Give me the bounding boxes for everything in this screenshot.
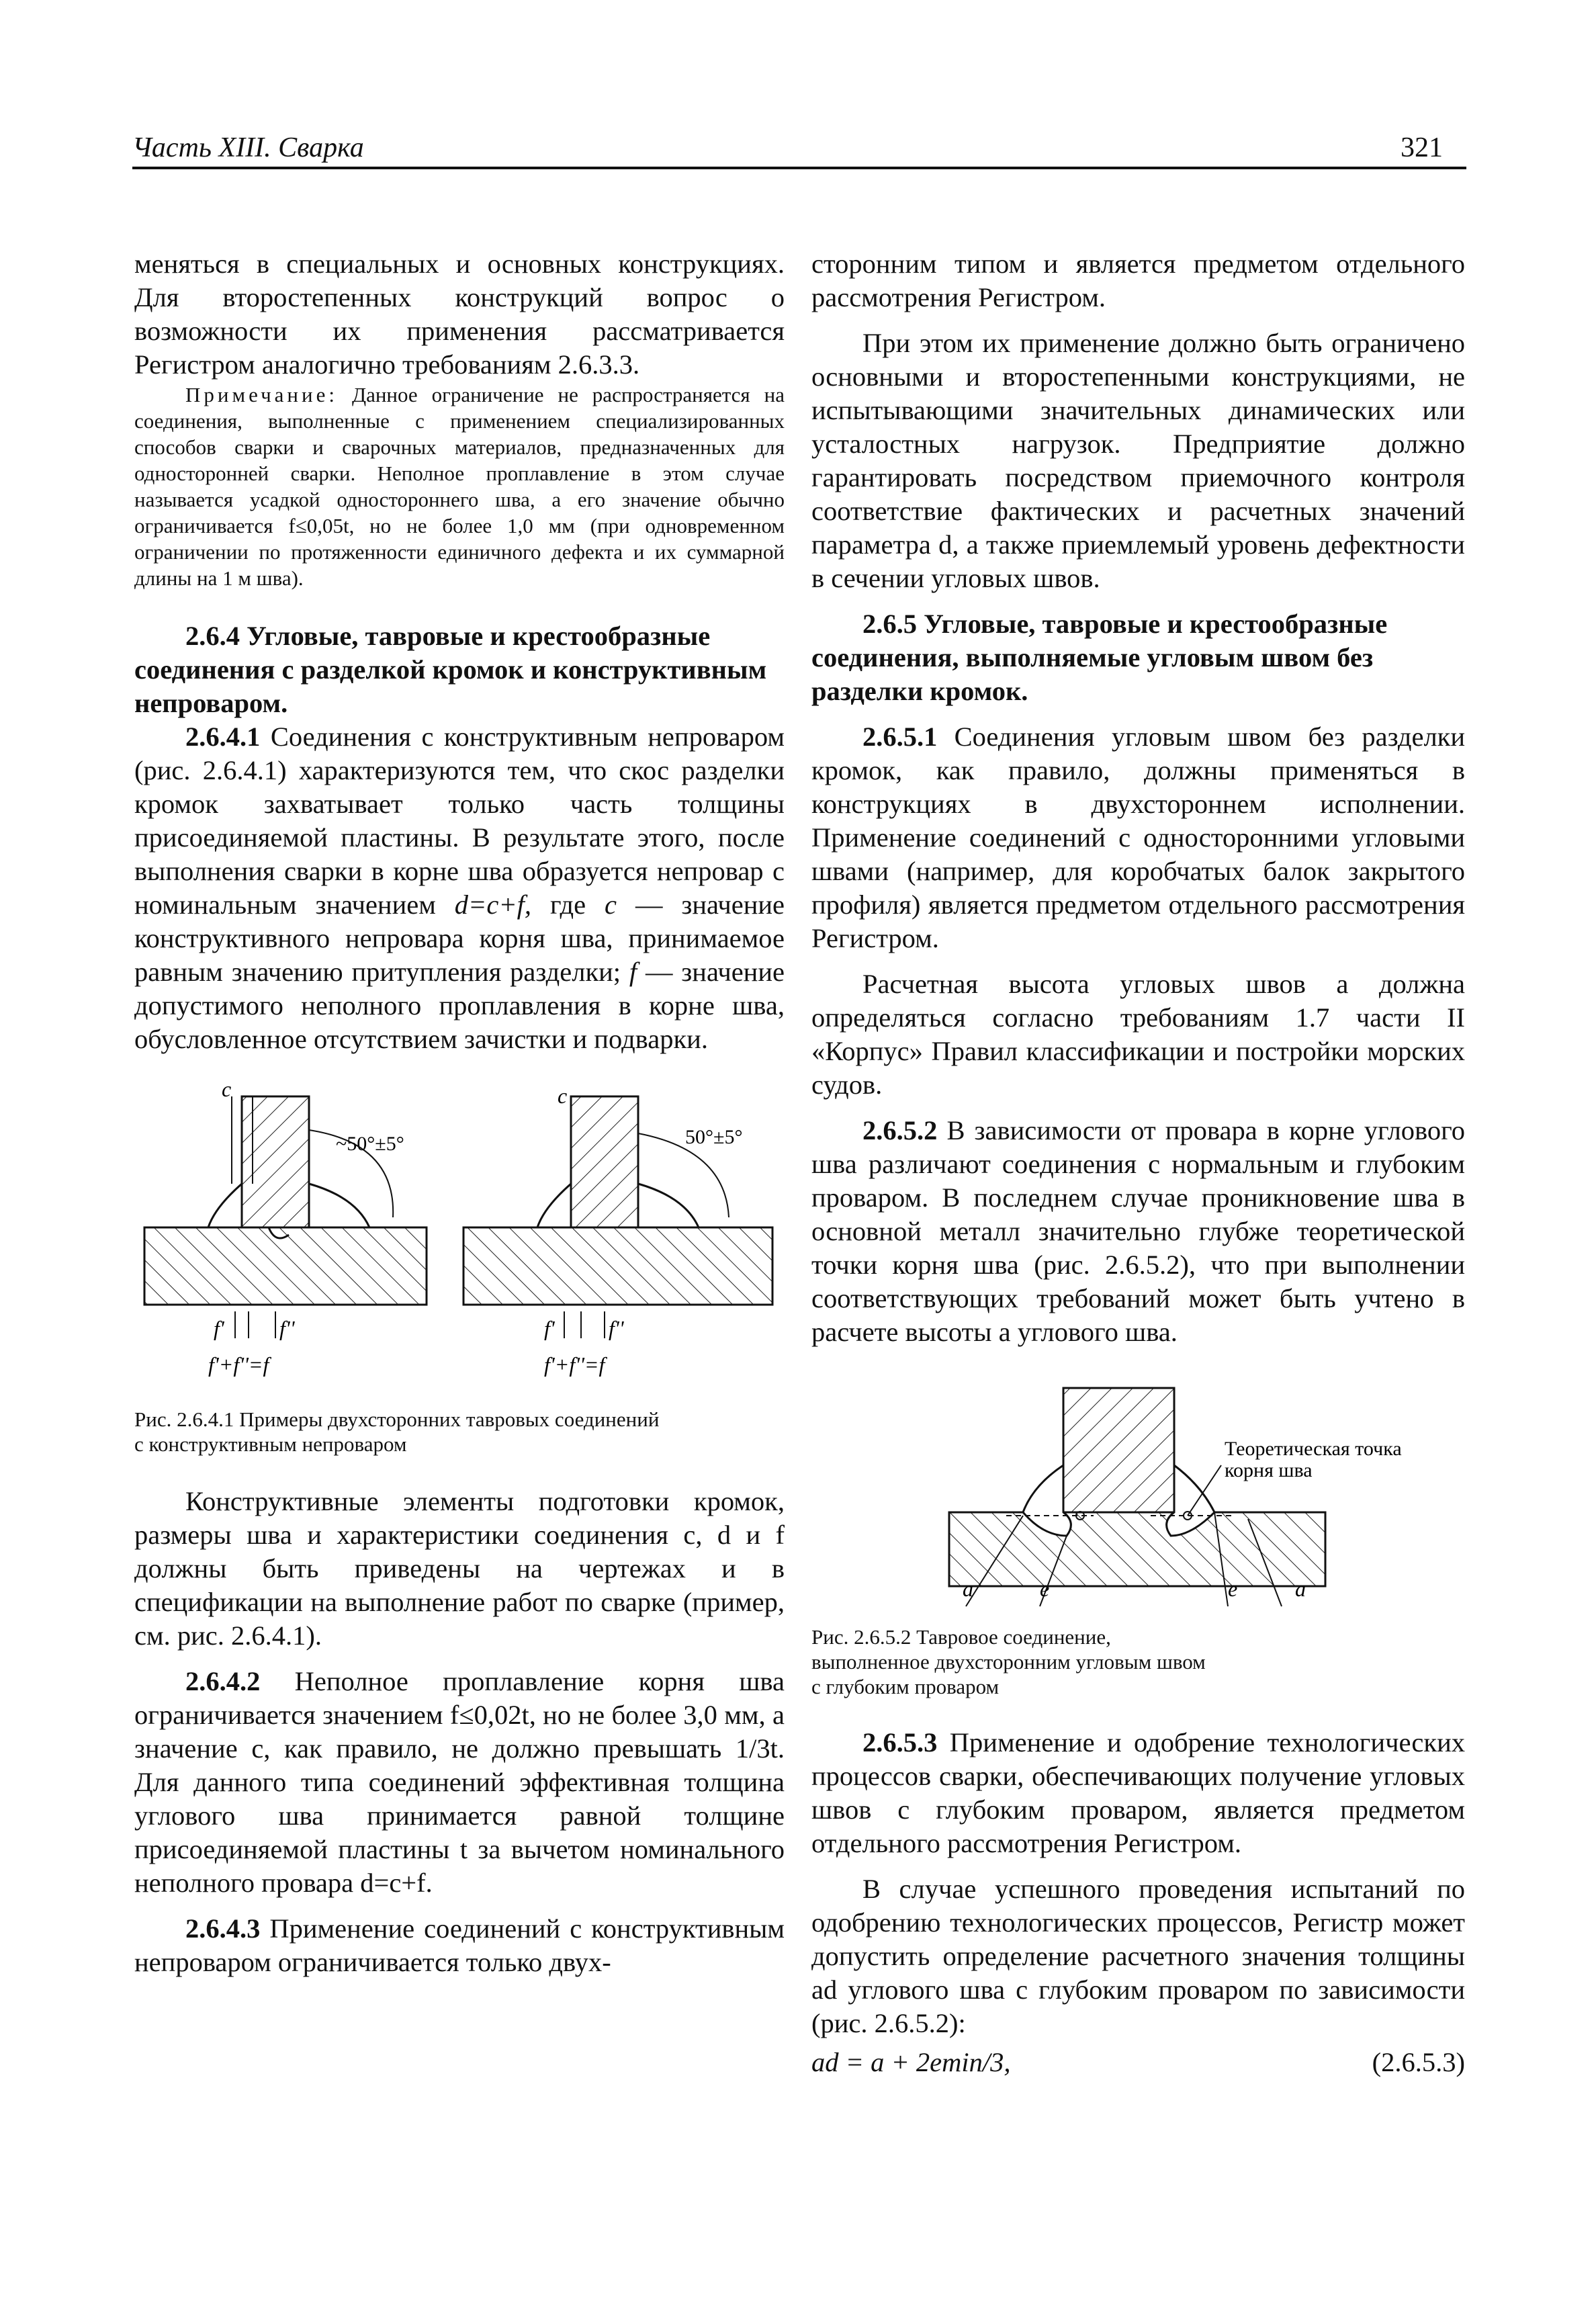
clause-text: где xyxy=(549,889,586,920)
note xyxy=(134,382,785,591)
paragraph-height: Расчетная высота угловых швов a должна определяться согласно требованиям 1.7 части II «Корпус» Правил классификации и постройки морских судов. xyxy=(811,969,1465,1100)
note-text: Данное ограничение не распространяется на соединения, выполненные с применением специализированных способов сварки и сварочных материалов, предназначенных для односторонней сварки. Неполное проплавление в этом случае называется усадкой одностороннего шва, а его значение обычно ограничивается f≤0,05t, но не более 1,0 мм (при одновременном ограничении по протяженности единичного дефекта и их суммарной длины на 1 м шва). xyxy=(134,383,785,590)
paragraph-limit: При этом их применение должно быть ограничено основными и второстепенными конструкциями, не испытывающими значительных динамических или усталостных нагрузок. Предприятие должно гарантировать посредством приемочного контроля соответствие фактических и расчетных значений параметра d, а также приемлемый уровень дефектности в сечении угловых швов. xyxy=(811,328,1465,593)
formula-2-6-5-3 xyxy=(811,2046,1465,2086)
formula-inline: d=c+f, xyxy=(454,889,532,920)
paragraph-2-6-5-1 xyxy=(811,720,1465,955)
section-heading-2-6-4: 2.6.4 Угловые, тавровые и крестообразные соединения с разделкой кромок и конструктивным непроваром. xyxy=(134,621,767,718)
paragraph-2-6-4-3 xyxy=(134,1912,785,1979)
note-label: Примечание: xyxy=(185,383,338,406)
label-sum: f'+f''=f xyxy=(208,1352,269,1377)
clause-number: 2.6.5.1 xyxy=(862,722,938,752)
section-heading-2-6-5: 2.6.5 Угловые, тавровые и крестообразные соединения, выполняемые угловым швом без разделки кромок. xyxy=(811,609,1388,706)
paragraph-2-6-5-2 xyxy=(811,1114,1465,1349)
clause-text: Соединения с конструктивным непроваром (рис. 2.6.4.1) характеризуются тем, что скос разделки кромок захватывает только часть толщины присоединяемой пластины. В результате этого, после выполнения сварки в корне шва образуется непровар с номинальным значением xyxy=(134,722,785,920)
label-sum: f'+f''=f xyxy=(544,1352,605,1377)
paragraph-success: В случае успешного проведения испытаний по одобрению технологических процессов, Регистр может допустить определение расчетного значения толщины ad углового шва с глубоким проваром по зависимости (рис. 2.6.5.2): xyxy=(811,1874,1465,2038)
label-c: c xyxy=(222,1083,232,1101)
right-column xyxy=(811,247,1465,2086)
deep-penetration-drawing xyxy=(811,1375,1465,1616)
figure-caption-line: Рис. 2.6.4.1 Примеры двухсторонних тавровых соединений xyxy=(134,1407,660,1431)
tee-joint-drawings xyxy=(134,1083,785,1399)
label-angle: 50°±5° xyxy=(685,1126,743,1148)
paragraph-2-6-4-2 xyxy=(134,1665,785,1900)
clause-text: — значение конструктивного непровара корня шва, принимаемое равным значению притупления разделки; xyxy=(134,889,785,987)
paragraph-elements: Конструктивные элементы подготовки кромок, размеры шва и характеристики соединения c, d и f должны быть приведены на чертежах и в спецификации на выполнение работ по сварке (пример, см. рис. 2.6.4.1). xyxy=(134,1486,785,1651)
clause-text: Неполное проплавление корня шва ограничивается значением f≤0,02t, но не более 3,0 мм, а значение c, как правило, не должно превышать 1/3t. Для данного типа соединений эффективная толщина углового шва принимается равной толщине присоединяемой пластины t за вычетом номинального неполного провара d=c+f. xyxy=(134,1666,785,1898)
clause-number: 2.6.5.2 xyxy=(862,1115,938,1145)
clause-text: Применение соединений с конструктивным непроваром ограничивается только двух- xyxy=(134,1913,785,1977)
header-rule xyxy=(132,167,1466,169)
drawing-right xyxy=(463,1084,772,1377)
label-angle: ~50°±5° xyxy=(336,1133,404,1155)
label-c: c xyxy=(558,1084,568,1108)
figure-2-6-5-2 xyxy=(811,1375,1465,1699)
label-e: e xyxy=(1040,1577,1050,1601)
paragraph-2-6-4-1 xyxy=(134,720,785,1056)
formula-expression: ad = a + 2emin/3, xyxy=(811,2047,1011,2077)
clause-number: 2.6.4.1 xyxy=(185,722,261,752)
label-a: a xyxy=(963,1577,973,1601)
variable: f xyxy=(629,957,637,987)
page-number: 321 xyxy=(1401,132,1443,163)
figure-caption-line: с глубоким проваром xyxy=(811,1675,1000,1698)
left-column xyxy=(134,247,785,1979)
clause-number: 2.6.5.3 xyxy=(862,1727,938,1757)
clause-text: Соединения угловым швом без разделки кромок, как правило, должны применяться в конструкциях в двухстороннем исполнении. Применение соединений с односторонними угловыми швами (например, для коробчатых балок закрытого профиля) является предметом отдельного рассмотрения Регистром. xyxy=(811,722,1466,953)
clause-number: 2.6.4.3 xyxy=(185,1913,261,1944)
running-header-title: Часть XIII. Сварка xyxy=(132,132,364,163)
label-e: e xyxy=(1228,1577,1238,1601)
label-root-point: Теоретическая точка xyxy=(1225,1438,1402,1460)
figure-caption-line: с конструктивным непроваром xyxy=(134,1432,407,1456)
label-f1: f' xyxy=(544,1316,555,1340)
clause-text: — значение допустимого неполного проплавления в корне шва, обусловленное отсутствием зачистки и подварки. xyxy=(134,957,785,1054)
figure-2-6-4-1 xyxy=(134,1083,785,1457)
label-f2: f'' xyxy=(609,1316,624,1340)
clause-text: В зависимости от провара в корне углового шва различают соединения с нормальным и глубоким проваром. В последнем случае проникновение шва в основной металл значительно глубже теоретической точки корня шва (рис. 2.6.5.2), что при выполнении соответствующих требований может быть учтено в расчете высоты a углового шва. xyxy=(811,1115,1466,1347)
figure-caption-line: Рис. 2.6.5.2 Тавровое соединение, xyxy=(811,1625,1111,1649)
formula-number: (2.6.5.3) xyxy=(1372,2047,1465,2077)
drawing-left xyxy=(144,1083,427,1377)
label-f2: f'' xyxy=(279,1316,295,1340)
label-f1: f' xyxy=(214,1316,224,1340)
clause-text: Применение и одобрение технологических процессов сварки, обеспечивающих получение угловых швов с глубоким проваром, является предметом отдельного рассмотрения Регистром. xyxy=(811,1727,1466,1858)
paragraph-continued: сторонним типом и является предметом отдельного рассмотрения Регистром. xyxy=(811,249,1465,312)
paragraph-2-6-5-3 xyxy=(811,1726,1465,1860)
paragraph-continued: меняться в специальных и основных конструкциях. Для второстепенных конструкций вопрос о возможности их применения рассматривается Регистром аналогично требованиям 2.6.3.3. xyxy=(134,249,785,380)
clause-number: 2.6.4.2 xyxy=(185,1666,261,1696)
label-root-point: корня шва xyxy=(1225,1459,1313,1481)
label-a: a xyxy=(1295,1577,1306,1601)
figure-caption-line: выполненное двухсторонним угловым швом xyxy=(811,1650,1206,1674)
variable: c xyxy=(605,889,617,920)
